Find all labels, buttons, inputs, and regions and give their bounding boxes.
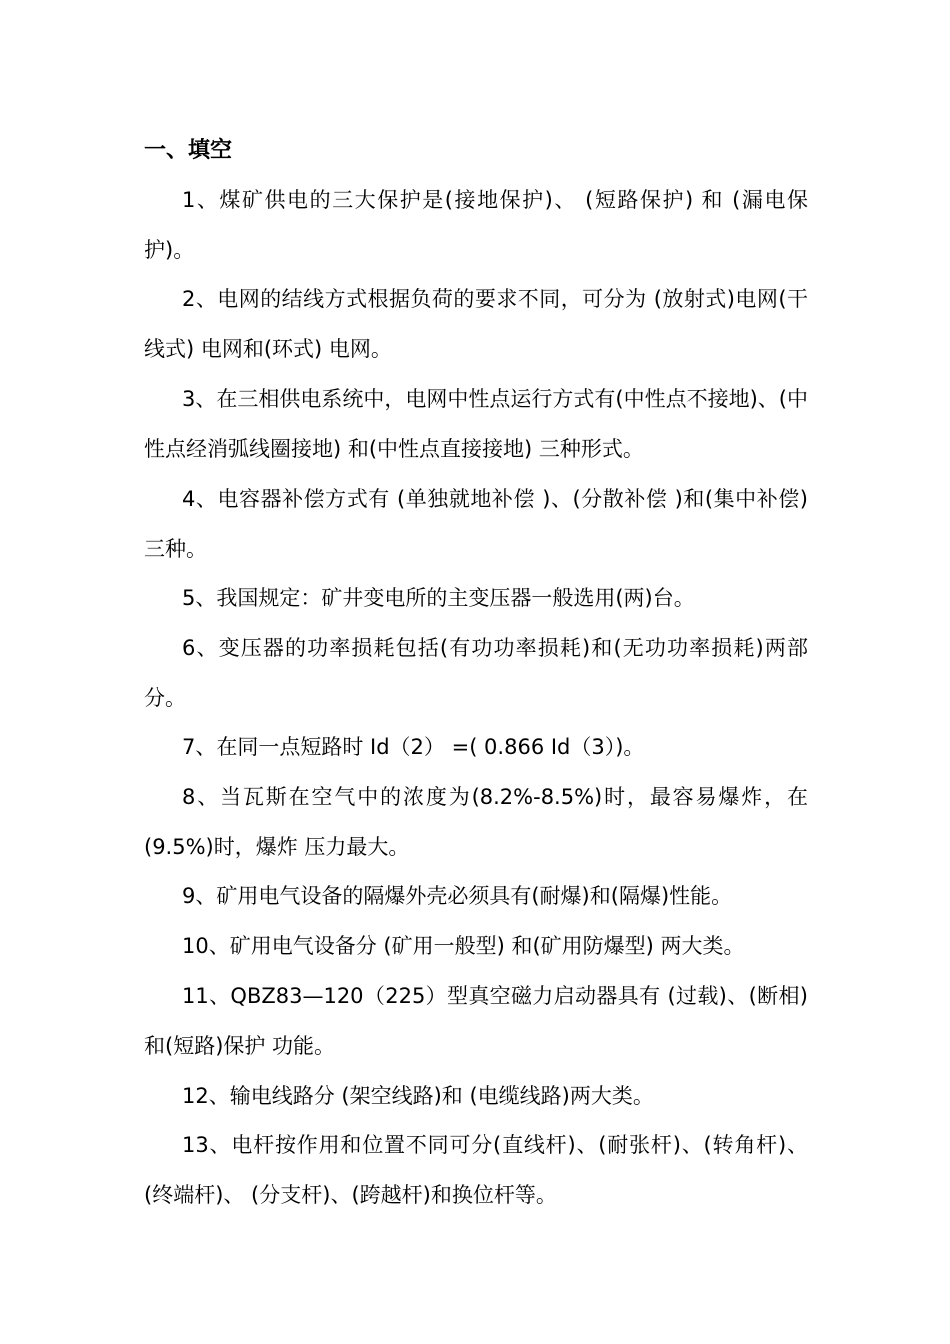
item-7: 7、在同一点短路时 Id（2） =( 0.866 Id（3）)。 <box>182 735 645 759</box>
item-8: 8、当瓦斯在空气中的浓度为(8.2%-8.5%)时，最容易爆炸，在(9.5%)时，爆炸 压力最大。 <box>144 785 808 859</box>
item-4: 4、电容器补偿方式有 (单独就地补偿 )、(分散补偿 )和(集中补偿) 三种。 <box>144 487 808 561</box>
item-1: 1、煤矿供电的三大保护是(接地保护)、 (短路保护) 和 (漏电保护)。 <box>144 188 808 262</box>
item-6: 6、变压器的功率损耗包括(有功功率损耗)和(无功功率损耗)两部分。 <box>144 636 808 710</box>
item-11: 11、QBZ83—120（225）型真空磁力启动器具有 (过载)、(断相)和(短路)保护 功能。 <box>144 984 808 1058</box>
item-9: 9、矿用电气设备的隔爆外壳必须具有(耐爆)和(隔爆)性能。 <box>182 884 733 908</box>
item-5: 5、我国规定：矿井变电所的主变压器一般选用(两)台。 <box>182 586 695 610</box>
item-2: 2、电网的结线方式根据负荷的要求不同，可分为 (放射式)电网(干线式) 电网和(环式) 电网。 <box>144 287 808 361</box>
section-heading: 一、填空 <box>144 138 233 163</box>
item-10: 10、矿用电气设备分 (矿用一般型) 和(矿用防爆型) 两大类。 <box>182 934 745 958</box>
item-3: 3、在三相供电系统中，电网中性点运行方式有(中性点不接地)、(中性点经消弧线圈接地) 和(中性点直接接地) 三种形式。 <box>144 387 808 461</box>
item-12: 12、输电线路分 (架空线路)和 (电缆线路)两大类。 <box>182 1084 654 1108</box>
item-13: 13、电杆按作用和位置不同可分(直线杆)、(耐张杆)、(转角杆)、(终端杆)、 (分支杆)、(跨越杆)和换位杆等。 <box>144 1133 808 1207</box>
